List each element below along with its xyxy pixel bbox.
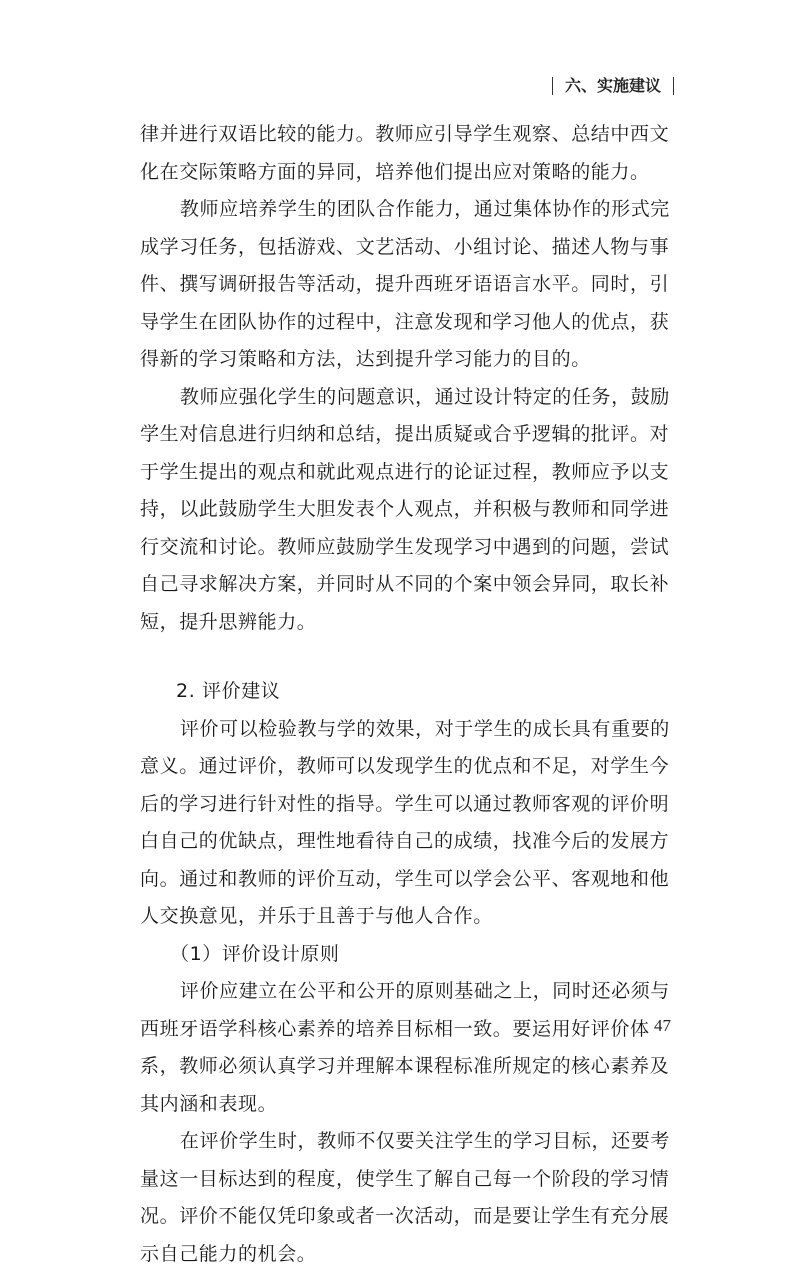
header-right-bar xyxy=(673,77,674,95)
section-title: 六、实施建议 xyxy=(565,76,662,95)
section-heading: 2. 评价建议 xyxy=(176,680,281,702)
paragraph-teamwork: 教师应培养学生的团队合作能力，通过集体协作的形式完成学习任务，包括游戏、文艺活动、小组讨论、描述人物与事件、撰写调研报告等活动，提升西班牙语语言水平。同时，引导学生在团队协作的过程中，注意发现和学习他人的优点，获得新的学习策略和方法，达到提升学习能力的目的。 xyxy=(140,198,670,370)
running-header xyxy=(552,72,682,100)
page-body xyxy=(140,116,674,1273)
paragraph-evaluation-process: 在评价学生时，教师不仅要关注学生的学习目标，还要考量这一目标达到的程度，使学生了解自己每一个阶段的学习情况。评价不能仅凭印象或者一次活动，而是要让学生有充分展示自己能力的机会。 xyxy=(140,1130,670,1265)
paragraph-continued: 律并进行双语比较的能力。教师应引导学生观察、总结中西文化在交际策略方面的异同，培养他们提出应对策略的能力。 xyxy=(140,123,670,183)
paragraph-evaluation-intro: 评价可以检验教与学的效果，对于学生的成长具有重要的意义。通过评价，教师可以发现学生的优点和不足，对学生今后的学习进行针对性的指导。学生可以通过教师客观的评价明白自己的优缺点，理性地看待自己的成绩，找准今后的发展方向。通过和教师的评价互动，学生可以学会公平、客观地和他人交换意见，并乐于且善于与他人合作。 xyxy=(140,717,670,927)
header-left-bar xyxy=(552,77,553,95)
subsection-heading: （1）评价设计原则 xyxy=(170,942,340,965)
paragraph-critical-thinking: 教师应强化学生的问题意识，通过设计特定的任务，鼓励学生对信息进行归纳和总结，提出质疑或合乎逻辑的批评。对于学生提出的观点和就此观点进行的论证过程，教师应予以支持，以此鼓励学生大胆发表个人观点，并积极与教师和同学进行交流和讨论。教师应鼓励学生发现学习中遇到的问题，尝试自己寻求解决方案，并同时从不同的个案中领会异同，取长补短，提升思辨能力。 xyxy=(140,385,670,633)
page-number: 47 xyxy=(654,1016,671,1035)
paragraph-evaluation-principle: 评价应建立在公平和公开的原则基础之上，同时还必须与西班牙语学科核心素养的培养目标相一致。要运用好评价体系，教师必须认真学习并理解本课程标准所规定的核心素养及其内涵和表现。 xyxy=(140,980,670,1115)
